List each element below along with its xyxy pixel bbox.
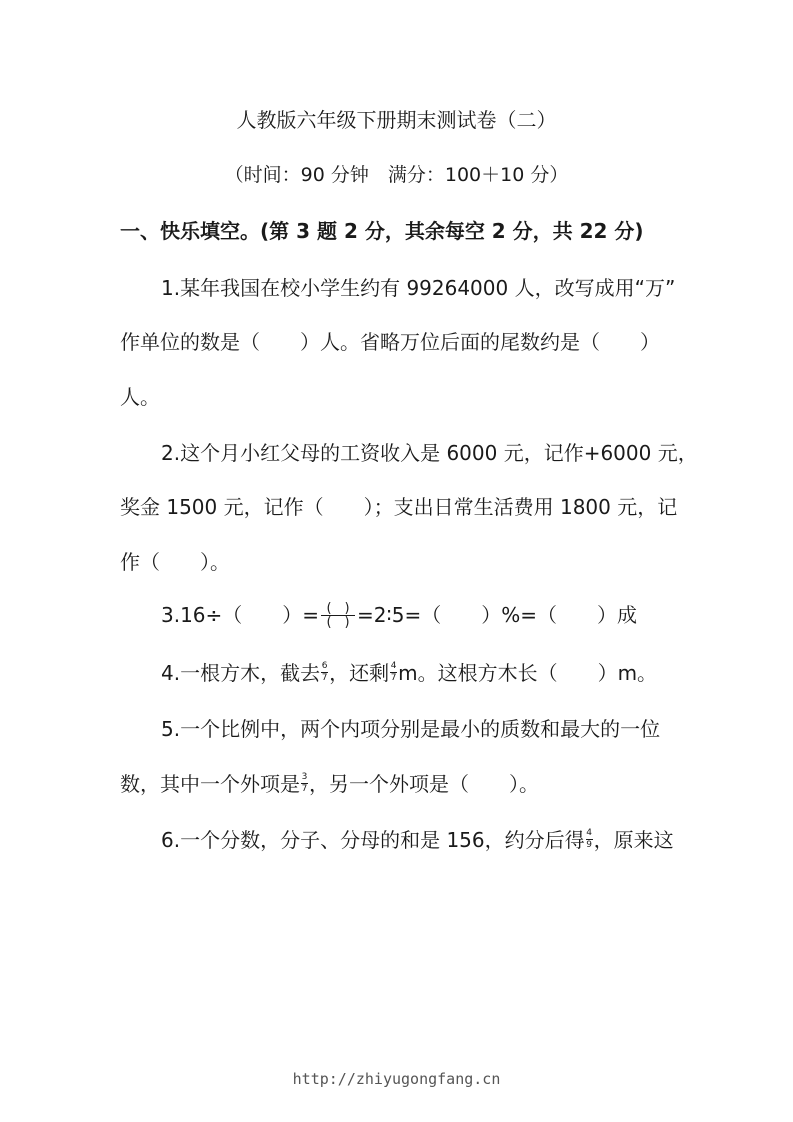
- question-1-line-2: 作单位的数是（ ）人。省略万位后面的尾数约是（ ）: [120, 330, 660, 354]
- question-1-line-3: 人。: [120, 385, 160, 409]
- question-3-before: 3.16÷（ ）=: [161, 603, 320, 627]
- page-title: 人教版六年级下册期末测试卷（二）: [236, 108, 557, 132]
- footer-url: http://zhiyugongfang.cn: [292, 1070, 501, 1088]
- question-3: [161, 599, 637, 630]
- fraction-denominator: 9: [586, 840, 592, 850]
- question-5-part-2: ，另一个外项是（ ）。: [309, 772, 539, 796]
- question-3-after: =2∶5=（ ）%=（ ）成: [357, 603, 637, 627]
- question-2-line-1: 2.这个月小红父母的工资收入是 6000 元，记作+6000 元，: [161, 441, 698, 465]
- question-5-part-1: 数，其中一个外项是: [120, 772, 300, 796]
- fraction-numerator: 4: [390, 661, 397, 671]
- question-4-part-3: m。这根方木长（ ）m。: [398, 661, 658, 685]
- fraction-numerator: 3: [301, 772, 308, 782]
- fraction-numerator: ( ): [326, 601, 350, 616]
- section-heading: 一、快乐填空。(第 3 题 2 分，其余每空 2 分，共 22 分): [120, 219, 644, 243]
- exam-info: （时间：90 分钟 满分：100＋10 分）: [224, 164, 569, 186]
- fraction-denominator: 7: [390, 673, 397, 683]
- question-5-line-1: 5.一个比例中，两个内项分别是最小的质数和最大的一位: [161, 717, 661, 741]
- fraction-numerator: 4: [586, 828, 592, 838]
- fraction-denominator: ( ): [326, 615, 350, 630]
- question-2-line-2: 奖金 1500 元，记作（ ）；支出日常生活费用 1800 元，记: [120, 495, 678, 519]
- question-6-line-1: [161, 824, 674, 853]
- question-2-line-3: 作（ ）。: [120, 550, 230, 574]
- fraction-three-sevenths: [301, 773, 308, 794]
- fraction-four-sevenths: [390, 662, 397, 683]
- fraction-numerator: 6: [321, 661, 328, 671]
- question-4-part-1: 4.一根方木，截去: [161, 661, 321, 685]
- question-1-line-1: 1.某年我国在校小学生约有 99264000 人，改写成用“万”: [161, 276, 676, 300]
- fraction-six-sevenths: [321, 662, 328, 683]
- question-6-part-1: 6.一个分数，分子、分母的和是 156，约分后得: [161, 828, 585, 852]
- blank-fraction: [321, 602, 355, 629]
- question-4-part-2: ，还剩: [329, 661, 390, 685]
- fraction-denominator: 7: [321, 673, 328, 683]
- question-4: [161, 657, 657, 686]
- fraction-four-ninths: [586, 829, 593, 850]
- fraction-denominator: 7: [301, 784, 308, 794]
- question-6-part-2: ，原来这: [593, 828, 674, 852]
- question-5-line-2: [120, 768, 539, 797]
